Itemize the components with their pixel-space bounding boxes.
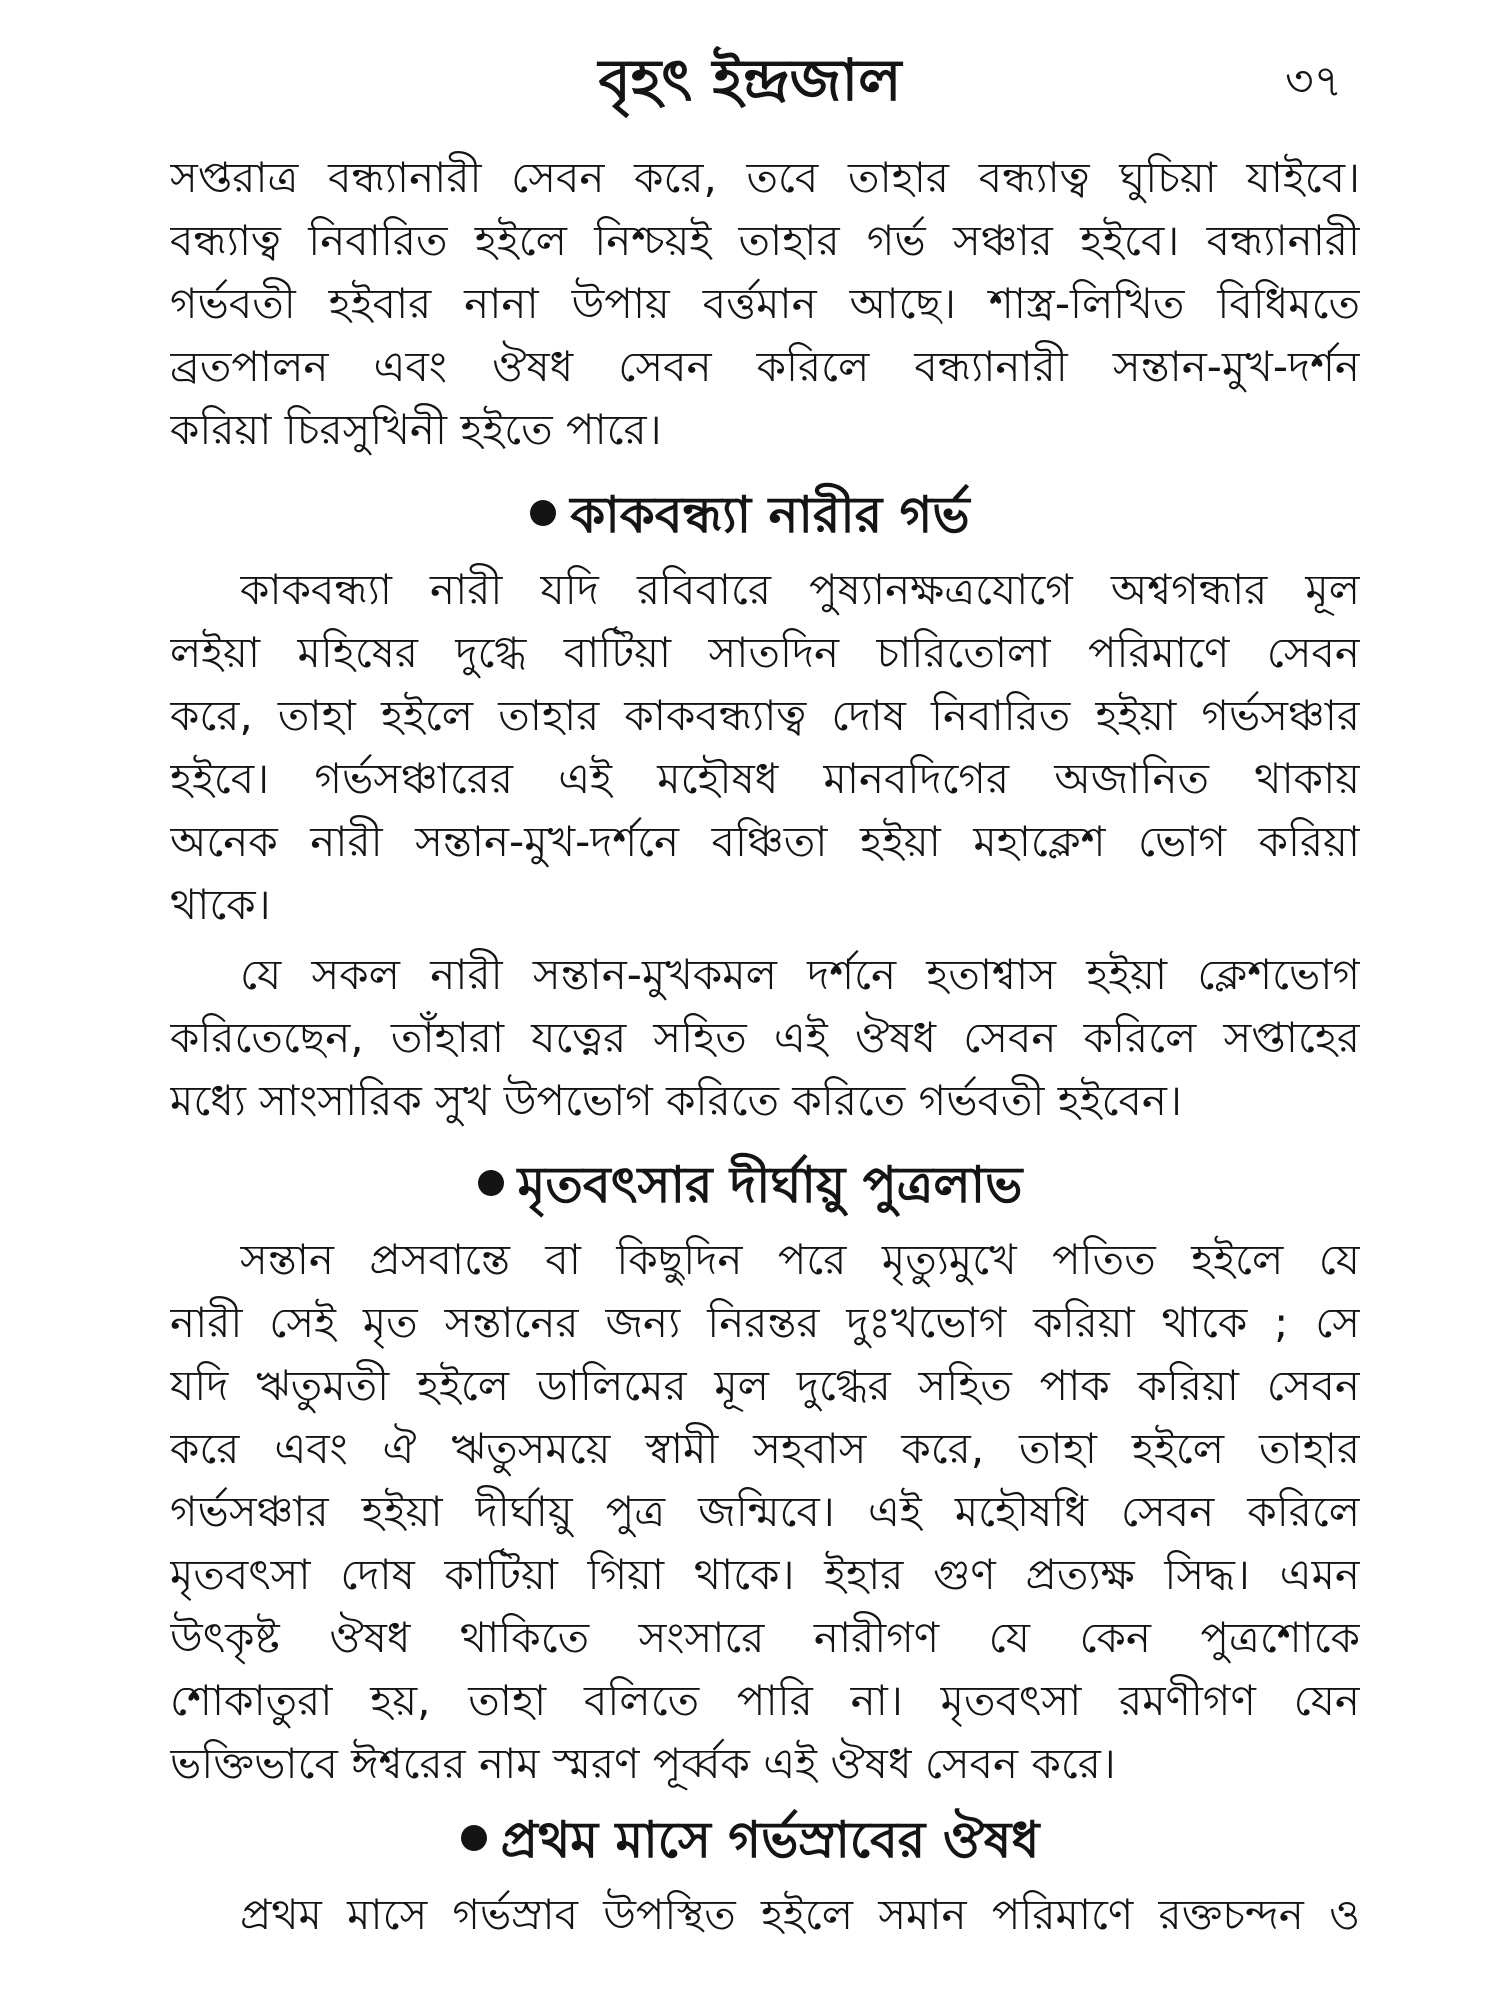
running-title: বৃহৎ ইন্দ্রজাল: [598, 46, 902, 114]
intro-line: করিয়া চিরসুখিনী হইতে পারে।: [170, 405, 662, 454]
intro-line: ব্রতপালন এবং ঔষধ সেবন করিলে বন্ধ্যানারী সন্তান-মুখ-দর্শন: [170, 342, 1360, 391]
paragraph-line: মধ্যে সাংসারিক সুখ উপভোগ করিতে করিতে গর্ভবতী হইবেন।: [170, 1076, 1182, 1125]
paragraph-line: করে, তাহা হইলে তাহার কাকবন্ধ্যাত্ব দোষ নিবারিত হইয়া গর্ভসঞ্চার: [170, 691, 1360, 740]
paragraph-line: অনেক নারী সন্তান-মুখ-দর্শনে বঞ্চিতা হইয়া মহাক্লেশ ভোগ করিয়া: [170, 817, 1360, 866]
intro-line: বন্ধ্যাত্ব নিবারিত হইলে নিশ্চয়ই তাহার গর্ভ সঞ্চার হইবে। বন্ধ্যানারী: [170, 216, 1360, 265]
paragraph-line: নারী সেই মৃত সন্তানের জন্য নিরন্তর দুঃখভোগ করিয়া থাকে ; সে: [170, 1298, 1360, 1347]
paragraph-line: গর্ভসঞ্চার হইয়া দীর্ঘায়ু পুত্র জন্মিবে। এই মহৌষধি সেবন করিলে: [170, 1487, 1360, 1536]
paragraph-line: শোকাতুরা হয়, তাহা বলিতে পারি না। মৃতবৎসা রমণীগণ যেন: [170, 1676, 1360, 1725]
paragraph-line: কাকবন্ধ্যা নারী যদি রবিবারে পুষ্যানক্ষত্রযোগে অশ্বগন্ধার মূল: [240, 565, 1360, 614]
bullet-icon: [461, 1825, 487, 1851]
intro-line: সপ্তরাত্র বন্ধ্যানারী সেবন করে, তবে তাহার বন্ধ্যাত্ব ঘুচিয়া যাইবে।: [170, 153, 1360, 202]
paragraph-line: করিতেছেন, তাঁহারা যত্নের সহিত এই ঔষধ সেবন করিলে সপ্তাহের: [170, 1013, 1360, 1062]
paragraph-line: যদি ঋতুমতী হইলে ডালিমের মূল দুগ্ধের সহিত পাক করিয়া সেবন: [170, 1361, 1360, 1410]
section-heading-text: কাকবন্ধ্যা নারীর গর্ভ: [570, 486, 970, 544]
paragraph-line: মৃতবৎসা দোষ কাটিয়া গিয়া থাকে। ইহার গুণ প্রত্যক্ষ সিদ্ধ। এমন: [170, 1550, 1360, 1599]
bullet-icon: [478, 1170, 504, 1196]
section-heading-text: মৃতবৎসার দীর্ঘায়ু পুত্রলাভ: [517, 1156, 1023, 1214]
section-heading: [0, 480, 1500, 550]
section-heading: [0, 1805, 1500, 1875]
paragraph-line: থাকে।: [170, 880, 271, 929]
paragraph-line: ভক্তিভাবে ঈশ্বরের নাম স্মরণ পূর্ব্বক এই ঔষধ সেবন করে।: [170, 1739, 1116, 1788]
bullet-icon: [530, 500, 556, 526]
paragraph-line: করে এবং ঐ ঋতুসময়ে স্বামী সহবাস করে, তাহা হইলে তাহার: [170, 1424, 1360, 1473]
paragraph-line: প্রথম মাসে গর্ভস্রাব উপস্থিত হইলে সমান পরিমাণে রক্তচন্দন ও: [240, 1890, 1360, 1939]
paragraph-line: যে সকল নারী সন্তান-মুখকমল দর্শনে হতাশ্বাস হইয়া ক্লেশভোগ: [240, 950, 1360, 999]
paragraph-line: সন্তান প্রসবান্তে বা কিছুদিন পরে মৃত্যুমুখে পতিত হইলে যে: [240, 1235, 1360, 1284]
paragraph-line: হইবে। গর্ভসঞ্চারের এই মহৌষধ মানবদিগের অজানিত থাকায়: [170, 754, 1360, 803]
paragraph-line: লইয়া মহিষের দুগ্ধে বাটিয়া সাতদিন চারিতোলা পরিমাণে সেবন: [170, 628, 1360, 677]
section-heading: [0, 1150, 1500, 1220]
section-heading-text: প্রথম মাসে গর্ভস্রাবের ঔষধ: [500, 1811, 1040, 1869]
paragraph-line: উৎকৃষ্ট ঔষধ থাকিতে সংসারে নারীগণ যে কেন পুত্রশোকে: [170, 1613, 1360, 1662]
intro-line: গর্ভবতী হইবার নানা উপায় বর্ত্তমান আছে। শাস্ত্র-লিখিত বিধিমতে: [170, 279, 1360, 328]
page-number: ৩৭: [1285, 56, 1343, 107]
